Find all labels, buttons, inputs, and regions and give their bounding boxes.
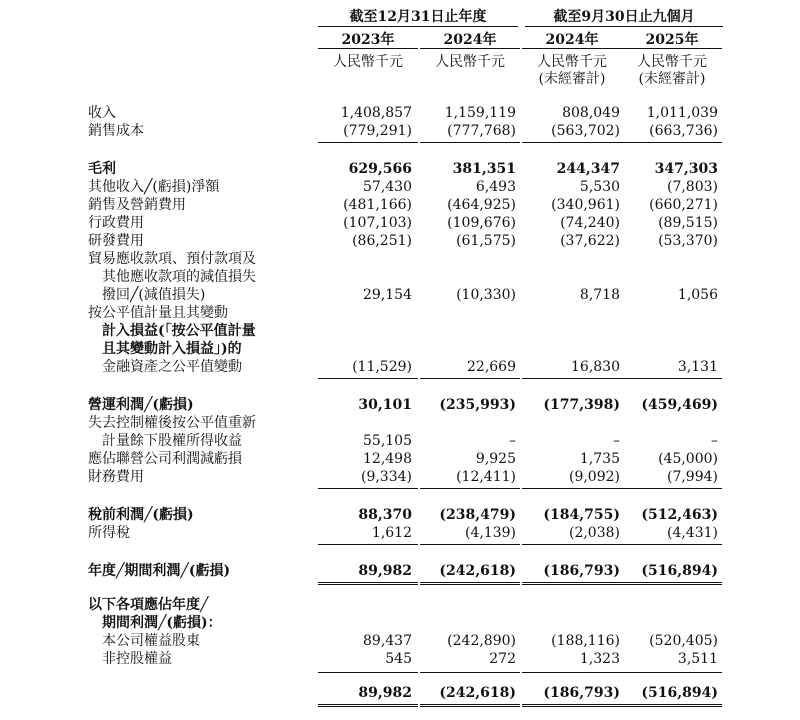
- cell-2024: (109,676): [447, 215, 516, 231]
- subtotal-line: [318, 142, 418, 143]
- cell-2023: (9,334): [360, 469, 412, 485]
- subtotal-line: [318, 488, 418, 489]
- cell-9m-2024: 244,347: [556, 161, 620, 177]
- cell-2024: –: [509, 433, 516, 449]
- cell-9m-2025: (7,994): [666, 469, 718, 485]
- cell-9m-2024: (186,793): [543, 563, 620, 579]
- row-label-line: 計入損益(「按公平值計量: [102, 323, 256, 339]
- table-row: [0, 286, 800, 304]
- row-label-line: 失去控制權後按公平值重新: [88, 415, 256, 431]
- total-double-line: [318, 704, 418, 707]
- subtotal-line: [622, 544, 722, 545]
- cell-9m-2024: 5,530: [579, 179, 620, 195]
- cell-2024: (61,575): [456, 233, 516, 249]
- cell-2023: (107,103): [343, 215, 412, 231]
- cell-2023: (11,529): [352, 359, 412, 375]
- table-row: [0, 396, 800, 414]
- cell-9m-2025: (512,463): [641, 507, 718, 523]
- table-row: [0, 468, 800, 486]
- header-year-2023: 2023年: [341, 32, 395, 48]
- cell-2024: (10,330): [456, 287, 516, 303]
- table-row: [0, 450, 800, 468]
- cell-9m-2024: (186,793): [543, 685, 620, 701]
- subtotal-line: [522, 142, 622, 143]
- header-col3-underline: [522, 48, 622, 49]
- table-row-total: [0, 684, 800, 702]
- table-row: [0, 214, 800, 232]
- row-label: 收入 . . .: [88, 104, 318, 122]
- row-label: 應佔聯營公司利潤減虧損 . . .: [88, 450, 318, 468]
- cell-2023: 89,437: [363, 633, 412, 649]
- cell-2023: 30,101: [358, 397, 412, 413]
- cell-9m-2024: (2,038): [568, 525, 620, 541]
- header-unaudited-3: (未經審計): [538, 71, 606, 87]
- cell-9m-2024: (37,622): [560, 233, 620, 249]
- row-label: 銷售及營銷費用 . . .: [88, 196, 318, 214]
- cell-2023: 89,982: [358, 563, 412, 579]
- cell-9m-2024: (563,702): [551, 123, 620, 139]
- subtotal-line: [522, 488, 622, 489]
- header-year-2024: 2024年: [443, 32, 497, 48]
- row-label-line: 金融資產之公平值變動 . . .: [88, 358, 332, 376]
- table-row-continued: [0, 304, 800, 322]
- cell-2024: (238,479): [439, 507, 516, 523]
- table-row-continued: [0, 322, 800, 340]
- header-year-group: 截至12月31日止年度: [349, 9, 487, 25]
- cell-9m-2025: (520,405): [649, 633, 718, 649]
- subtotal-line: [622, 488, 722, 489]
- cell-2024: (4,139): [464, 525, 516, 541]
- header-unaudited-4: (未經審計): [638, 71, 706, 87]
- cell-9m-2025: (516,894): [641, 563, 718, 579]
- subtotal-line: [522, 378, 622, 379]
- cell-2023: (86,251): [352, 233, 412, 249]
- row-label-line: 其他應收款項的減值損失: [102, 269, 256, 285]
- cell-9m-2024: (74,240): [560, 215, 620, 231]
- row-label: 所得稅 . . .: [88, 524, 318, 542]
- cell-9m-2025: 1,011,039: [646, 105, 718, 121]
- table-row-continued: [0, 414, 800, 432]
- total-double-line: [318, 582, 418, 585]
- cell-9m-2025: (53,370): [658, 233, 718, 249]
- cell-9m-2024: (188,116): [551, 633, 620, 649]
- total-double-line: [622, 582, 722, 585]
- cell-9m-2025: (45,000): [658, 451, 718, 467]
- cell-9m-2024: 8,718: [579, 287, 620, 303]
- cell-2023: 1,612: [371, 525, 412, 541]
- row-label: 行政費用 . . .: [88, 214, 318, 232]
- subtotal-line: [420, 544, 520, 545]
- table-row: [0, 524, 800, 542]
- table-row: [0, 358, 800, 376]
- row-label: 銷售成本 . . .: [88, 122, 318, 140]
- subtotal-line: [622, 142, 722, 143]
- cell-2024: (242,618): [439, 563, 516, 579]
- header-col2-underline: [420, 48, 520, 49]
- header-unit-1: 人民幣千元: [333, 54, 403, 70]
- table-row: [0, 122, 800, 140]
- cell-2023: (481,166): [343, 197, 412, 213]
- row-label-line: 按公平值計量且其變動: [88, 305, 228, 321]
- header-unit-3: 人民幣千元: [537, 54, 607, 70]
- table-row-continued: [0, 250, 800, 268]
- row-label: 營運利潤╱(虧損) . . .: [88, 396, 318, 414]
- cell-2023: (779,291): [343, 123, 412, 139]
- row-label-line: 貿易應收款項、預付款項及: [88, 251, 256, 267]
- row-label: 本公司權益股東 . . .: [88, 632, 332, 650]
- cell-2024: 1,159,119: [444, 105, 516, 121]
- subtotal-line: [318, 378, 418, 379]
- subtotal-line: [420, 378, 520, 379]
- total-double-line: [420, 582, 520, 585]
- row-label: 財務費用 . . .: [88, 468, 318, 486]
- row-label-line: 計量餘下股權所得收益 . . .: [88, 432, 332, 450]
- row-label-line: 期間利潤╱(虧損)：: [102, 615, 222, 631]
- total-double-line: [522, 704, 622, 707]
- section-heading: [0, 614, 800, 632]
- row-label-line: 撥回╱(減值損失) . . .: [88, 286, 332, 304]
- cell-9m-2024: –: [613, 433, 620, 449]
- cell-2023: 545: [385, 651, 412, 667]
- row-label: 毛利 . . .: [88, 160, 318, 178]
- cell-2023: 55,105: [363, 433, 412, 449]
- table-row: [0, 196, 800, 214]
- table-row: [0, 178, 800, 196]
- cell-2023: 1,408,857: [340, 105, 412, 121]
- cell-2024: (242,890): [447, 633, 516, 649]
- cell-9m-2024: (9,092): [568, 469, 620, 485]
- subtotal-line: [622, 378, 722, 379]
- cell-9m-2025: –: [711, 433, 718, 449]
- cell-9m-2024: (177,398): [543, 397, 620, 413]
- row-label: 年度╱期間利潤╱(虧損) . . .: [88, 562, 318, 580]
- cell-9m-2025: (663,736): [649, 123, 718, 139]
- section-heading: [0, 596, 800, 614]
- row-label: 研發費用 . . .: [88, 232, 318, 250]
- table-row-continued: [0, 340, 800, 358]
- cell-9m-2024: (340,961): [551, 197, 620, 213]
- cell-2023: 629,566: [348, 161, 412, 177]
- cell-9m-2025: (89,515): [658, 215, 718, 231]
- table-row: [0, 432, 800, 450]
- header-nine-month-underline: [525, 26, 723, 27]
- row-label: 非控股權益 . . .: [88, 650, 332, 668]
- cell-2024: (777,768): [447, 123, 516, 139]
- header-period-2025: 2025年: [645, 32, 699, 48]
- subtotal-line: [622, 672, 722, 673]
- cell-9m-2025: 3,131: [677, 359, 718, 375]
- cell-9m-2024: (184,755): [543, 507, 620, 523]
- subtotal-line: [420, 488, 520, 489]
- subtotal-line: [318, 672, 418, 673]
- cell-9m-2025: (516,894): [641, 685, 718, 701]
- cell-9m-2025: (660,271): [649, 197, 718, 213]
- cell-2024: 272: [489, 651, 516, 667]
- table-row: [0, 232, 800, 250]
- cell-2024: 381,351: [452, 161, 516, 177]
- table-row: [0, 160, 800, 178]
- header-col1-underline: [318, 48, 418, 49]
- cell-2023: 12,498: [363, 451, 412, 467]
- subtotal-line: [318, 544, 418, 545]
- cell-9m-2025: 347,303: [654, 161, 718, 177]
- header-year-underline: [318, 26, 518, 27]
- row-label: 稅前利潤╱(虧損) . . .: [88, 506, 318, 524]
- subtotal-line: [522, 672, 622, 673]
- header-col4-underline: [622, 48, 722, 49]
- total-double-line: [622, 704, 722, 707]
- cell-9m-2025: (7,803): [666, 179, 718, 195]
- cell-2024: 6,493: [475, 179, 516, 195]
- cell-9m-2024: 808,049: [562, 105, 620, 121]
- cell-9m-2025: (4,431): [666, 525, 718, 541]
- cell-9m-2025: (459,469): [641, 397, 718, 413]
- cell-2024: (242,618): [439, 685, 516, 701]
- cell-9m-2024: 1,323: [579, 651, 620, 667]
- cell-2023: 89,982: [358, 685, 412, 701]
- header-period-2024: 2024年: [545, 32, 599, 48]
- header-unit-4: 人民幣千元: [637, 54, 707, 70]
- cell-9m-2024: 16,830: [571, 359, 620, 375]
- cell-9m-2024: 1,735: [579, 451, 620, 467]
- cell-2024: (464,925): [447, 197, 516, 213]
- cell-2023: 57,430: [363, 179, 412, 195]
- cell-2023: 88,370: [358, 507, 412, 523]
- table-row: [0, 104, 800, 122]
- cell-2024: (12,411): [456, 469, 516, 485]
- cell-9m-2025: 3,511: [677, 651, 718, 667]
- table-row: [0, 650, 800, 668]
- row-label-line: 且其變動計入損益」)的: [102, 341, 242, 357]
- total-double-line: [420, 704, 520, 707]
- cell-9m-2025: 1,056: [677, 287, 718, 303]
- subtotal-line: [420, 672, 520, 673]
- subtotal-line: [420, 142, 520, 143]
- table-row: [0, 562, 800, 580]
- header-unit-2: 人民幣千元: [435, 54, 505, 70]
- header-nine-month-group: 截至9月30日止九個月: [553, 9, 695, 25]
- table-row: [0, 506, 800, 524]
- row-label-line: 以下各項應佔年度╱: [88, 597, 209, 613]
- cell-2024: 9,925: [475, 451, 516, 467]
- table-row-continued: [0, 268, 800, 286]
- subtotal-line: [522, 544, 622, 545]
- total-double-line: [522, 582, 622, 585]
- cell-2024: 22,669: [467, 359, 516, 375]
- cell-2024: (235,993): [439, 397, 516, 413]
- row-label: 其他收入╱(虧損)淨額 . . .: [88, 178, 318, 196]
- table-row: [0, 632, 800, 650]
- cell-2023: 29,154: [363, 287, 412, 303]
